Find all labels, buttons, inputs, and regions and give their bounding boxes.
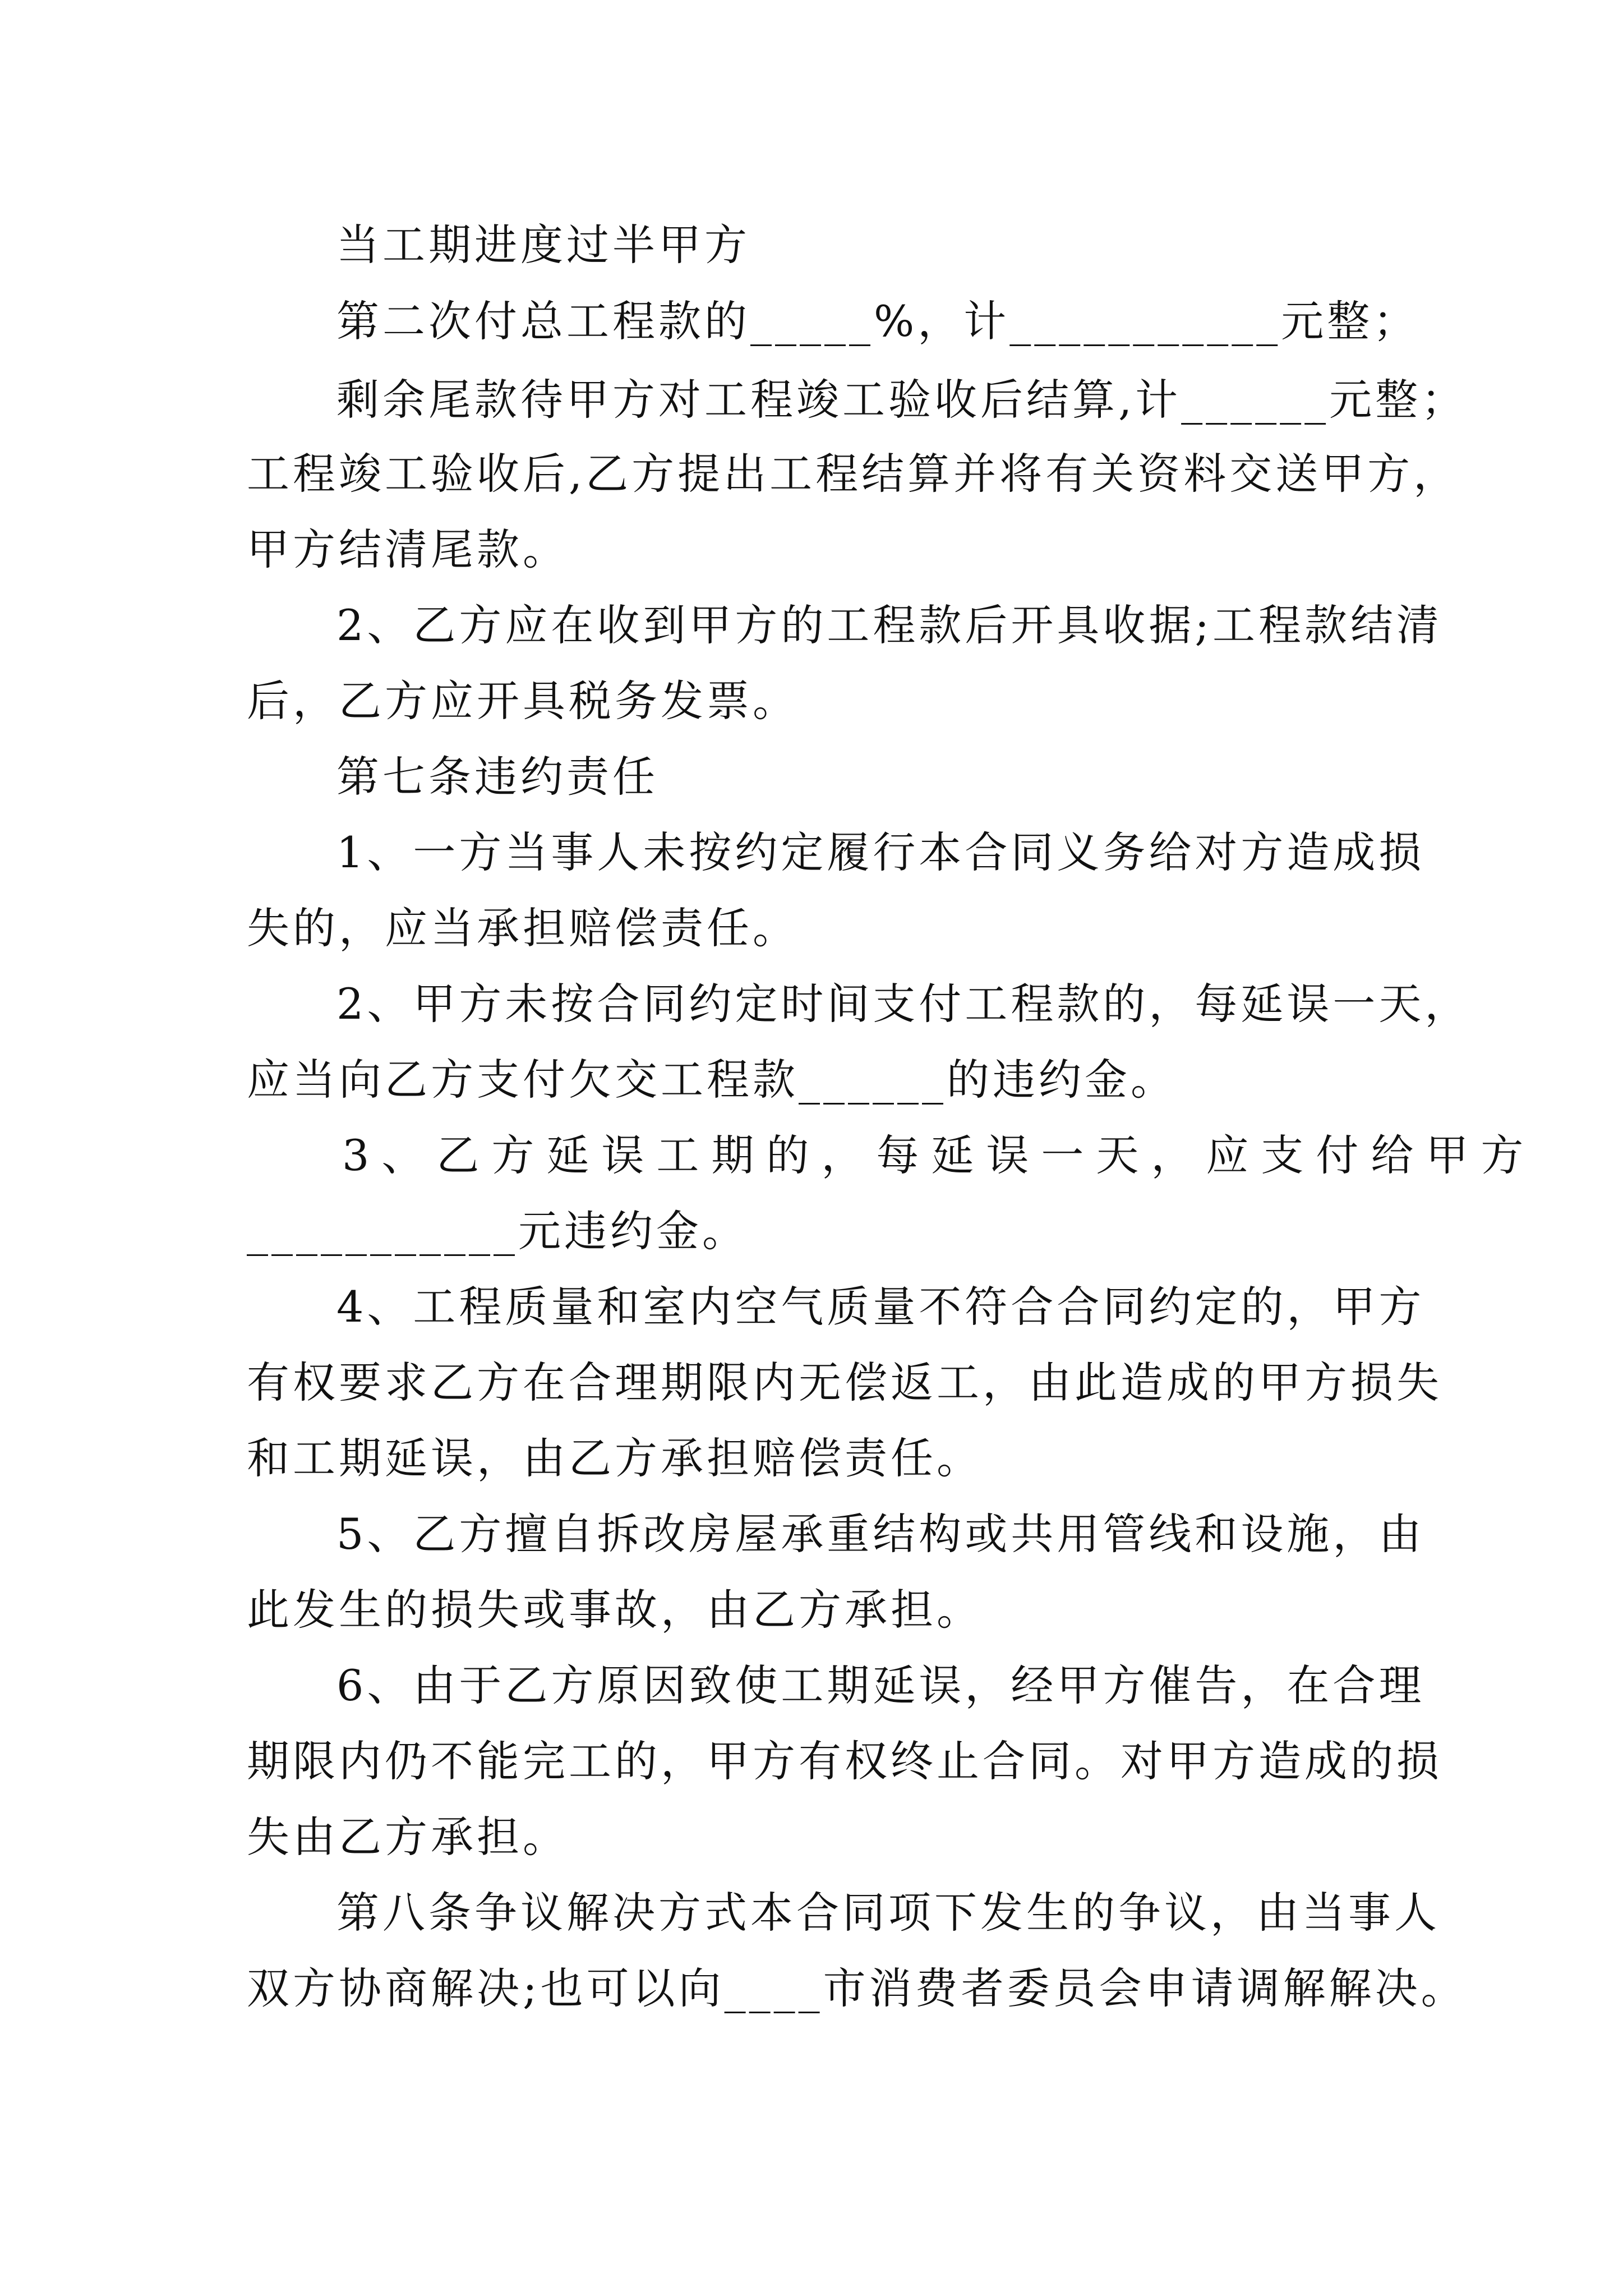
- text-line: 剩余尾款待甲方对工程竣工验收后结算,计______元整；: [336, 375, 1468, 425]
- text-line: 失的，应当承担赔偿责任。: [247, 903, 799, 953]
- text-line: 失由乙方承担。: [247, 1812, 569, 1862]
- text-line: 甲方结清尾款。: [247, 524, 569, 574]
- text-line: 6、由于乙方原因致使工期延误，经甲方催告，在合理: [336, 1660, 1425, 1710]
- text-line: 第二次付总工程款的_____%，计___________元整；: [336, 296, 1419, 346]
- text-line: 有权要求乙方在合理期限内无偿返工，由此造成的甲方损失: [247, 1358, 1442, 1407]
- text-line: 2、甲方未按合同约定时间支付工程款的，每延误一天，: [336, 979, 1471, 1029]
- text-line: 4、工程质量和室内空气质量不符合合同约定的，甲方: [336, 1282, 1425, 1332]
- section-heading: 第八条争议解决方式本合同项下发生的争议，由当事人: [336, 1888, 1440, 1938]
- text-line: 工程竣工验收后,乙方提出工程结算并将有关资料交送甲方，: [247, 449, 1460, 499]
- text-line: 当工期进度过半甲方: [336, 220, 750, 270]
- text-line: ___________元违约金。: [247, 1206, 748, 1256]
- text-line: 后，乙方应开具税务发票。: [247, 676, 799, 726]
- text-line: 此发生的损失或事故，由乙方承担。: [247, 1585, 983, 1635]
- text-line: 双方协商解决;也可以向____市消费者委员会申请调解解决。: [247, 1963, 1467, 2013]
- text-line: 3、乙方延误工期的，每延误一天，应支付给甲方: [342, 1130, 1536, 1180]
- section-heading: 第七条违约责任: [336, 752, 658, 802]
- text-line: 2、乙方应在收到甲方的工程款后开具收据;工程款结清: [336, 600, 1442, 650]
- text-line: 5、乙方擅自拆改房屋承重结构或共用管线和设施，由: [336, 1509, 1425, 1559]
- text-line: 和工期延误，由乙方承担赔偿责任。: [247, 1433, 983, 1483]
- text-line: 1、一方当事人未按约定履行本合同义务给对方造成损: [336, 827, 1425, 877]
- text-line: 期限内仍不能完工的，甲方有权终止合同。对甲方造成的损: [247, 1736, 1442, 1786]
- text-line: 应当向乙方支付欠交工程款______的违约金。: [247, 1055, 1177, 1105]
